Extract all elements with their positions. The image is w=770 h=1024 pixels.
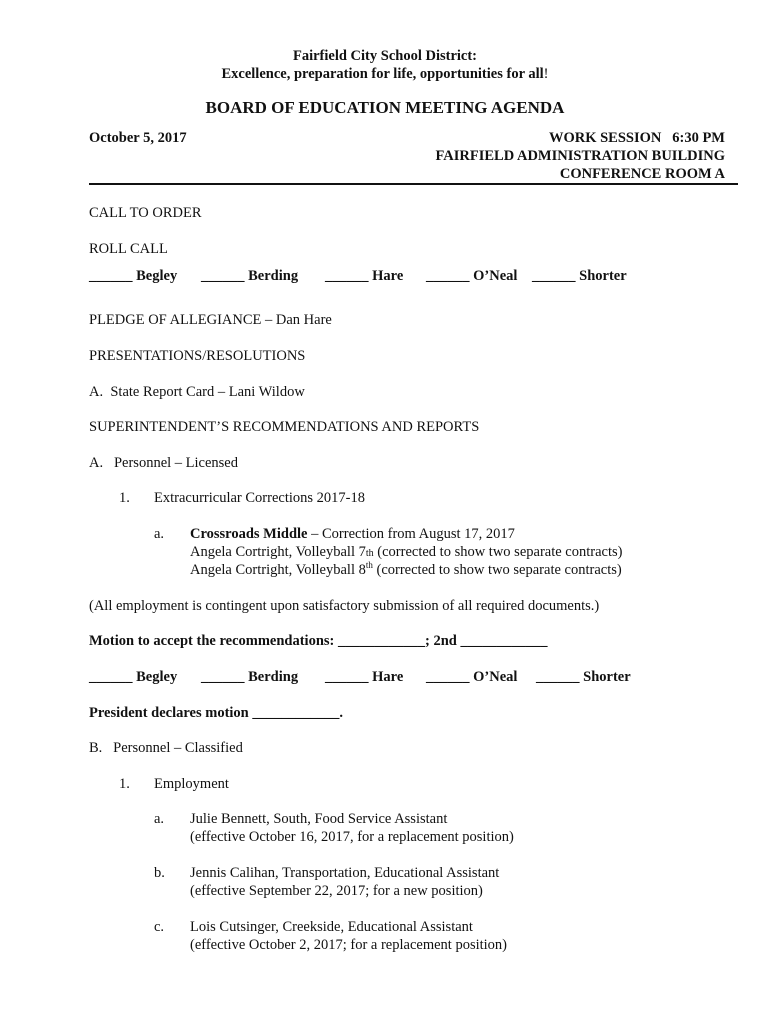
- meeting-room: CONFERENCE ROOM A: [559, 166, 725, 182]
- contract-line: [190, 544, 622, 561]
- contract-line-note: (corrected to show two separate contracts): [372, 562, 622, 578]
- correction-note: – Correction from August 17, 2017: [307, 526, 515, 542]
- motto-text: Excellence, preparation for life, opportunities for all: [221, 66, 544, 82]
- roll-call-member: ______ Berding: [201, 268, 299, 284]
- vote-member: ______ Shorter: [536, 669, 631, 685]
- president-motion: President declares motion ____________.: [89, 705, 343, 721]
- entry-letter: a.: [154, 811, 165, 827]
- vote-member: ______ Hare: [325, 669, 404, 685]
- vote-member: ______ O’Neal: [426, 669, 518, 685]
- contract-line-note: (corrected to show two separate contracts): [373, 544, 623, 560]
- entry-letter: c.: [154, 919, 165, 935]
- vote-member: ______ Begley: [89, 669, 178, 685]
- sub-item-a-heading: [190, 526, 515, 543]
- entry-line: Julie Bennett, South, Food Service Assistant: [190, 811, 448, 827]
- presentation-item-a: A. State Report Card – Lani Wildow: [89, 384, 305, 400]
- ordinal-suffix: th: [365, 560, 373, 571]
- section-a-item-number: 1.: [119, 490, 130, 506]
- entry-detail: (effective October 16, 2017, for a replacement position): [190, 829, 514, 845]
- sub-item-letter: a.: [154, 526, 165, 542]
- presentations-heading: PRESENTATIONS/RESOLUTIONS: [89, 348, 306, 364]
- meeting-building: FAIRFIELD ADMINISTRATION BUILDING: [435, 148, 725, 164]
- district-name: Fairfield City School District:: [292, 48, 478, 64]
- roll-call-member: ______ Hare: [325, 268, 404, 284]
- superintendent-heading: SUPERINTENDENT’S RECOMMENDATIONS AND REPORTS: [89, 419, 480, 435]
- entry-line: Jennis Calihan, Transportation, Educational Assistant: [190, 865, 500, 881]
- entry-detail: (effective September 22, 2017; for a new position): [190, 883, 483, 899]
- school-name: Crossroads Middle: [190, 526, 308, 542]
- header-divider: [89, 183, 738, 185]
- ordinal-suffix: th: [365, 548, 374, 559]
- section-a-label: A. Personnel – Licensed: [89, 455, 238, 471]
- page-title: BOARD OF EDUCATION MEETING AGENDA: [205, 98, 565, 117]
- section-b-label: B. Personnel – Classified: [89, 740, 243, 756]
- roll-call-member: ______ O’Neal: [426, 268, 518, 284]
- section-b-item-number: 1.: [119, 776, 130, 792]
- contract-line: [190, 562, 622, 579]
- entry-letter: b.: [154, 865, 165, 881]
- roll-call-heading: ROLL CALL: [89, 241, 168, 257]
- motion-line: Motion to accept the recommendations: ____________; 2nd ____________: [89, 633, 548, 649]
- section-b-item-text: Employment: [154, 776, 229, 792]
- entry-detail: (effective October 2, 2017; for a replacement position): [190, 937, 507, 953]
- employment-note: (All employment is contingent upon satisfactory submission of all required documents.): [89, 598, 600, 614]
- call-to-order: CALL TO ORDER: [89, 205, 202, 221]
- section-a-item-text: Extracurricular Corrections 2017-18: [154, 490, 365, 506]
- contract-line-text: Angela Cortright, Volleyball 8: [190, 562, 366, 578]
- roll-call-member: ______ Shorter: [532, 268, 627, 284]
- vote-member: ______ Berding: [201, 669, 299, 685]
- roll-call-member: ______ Begley: [89, 268, 178, 284]
- pledge-item: PLEDGE OF ALLEGIANCE – Dan Hare: [89, 312, 332, 328]
- entry-line: Lois Cutsinger, Creekside, Educational Assistant: [190, 919, 473, 935]
- meeting-date: October 5, 2017: [89, 130, 187, 146]
- session-time: WORK SESSION 6:30 PM: [548, 130, 725, 146]
- motto-punct: !: [543, 66, 549, 82]
- district-motto: [0, 66, 770, 83]
- contract-line-text: Angela Cortright, Volleyball 7: [190, 544, 366, 560]
